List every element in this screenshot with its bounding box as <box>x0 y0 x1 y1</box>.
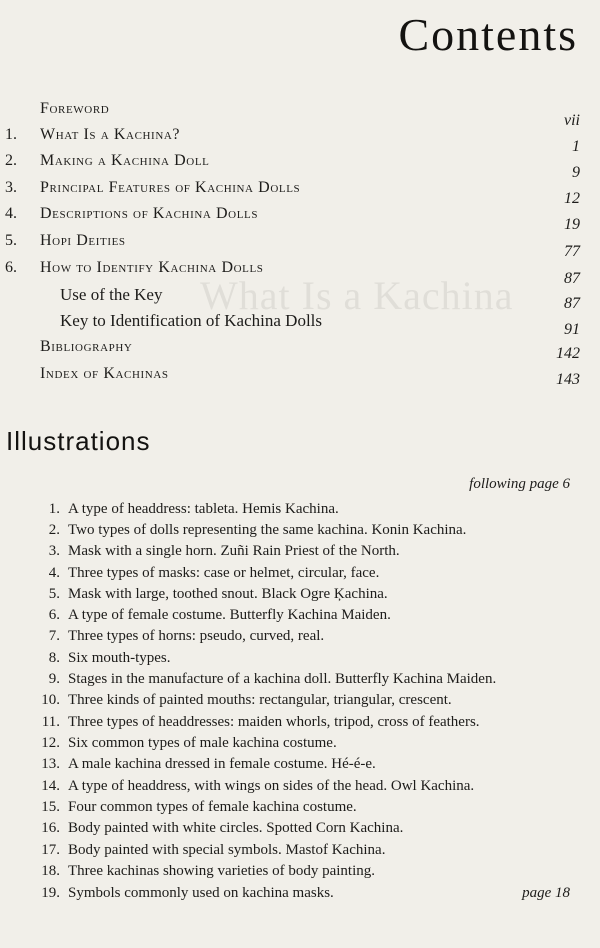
toc-entry-page: vii <box>564 112 580 129</box>
illustration-caption: Three types of horns: pseudo, curved, real. <box>68 628 325 644</box>
illustration-item <box>0 692 600 714</box>
illustration-item <box>0 714 600 736</box>
illustration-number: 2. <box>48 522 60 538</box>
illustration-number: 13. <box>41 756 60 772</box>
illustration-item <box>0 650 600 672</box>
toc-entry-title: Principal Features of Kachina Dolls <box>40 179 301 196</box>
illustration-caption: Body painted with white circles. Spotted Corn Kachina. <box>68 820 404 836</box>
toc-entry-title: Hopi Deities <box>40 232 126 249</box>
illustration-caption: A male kachina dressed in female costume. Hé-é-e. <box>68 756 376 772</box>
illustration-item <box>0 586 600 608</box>
toc-entry-page: 142 <box>556 345 580 362</box>
toc-entry-number: 5. <box>5 232 17 249</box>
toc-entry <box>0 365 600 389</box>
illustration-caption: Symbols commonly used on kachina masks. <box>68 885 334 901</box>
toc-entry-page: 1 <box>572 138 580 155</box>
illustration-caption: Stages in the manufacture of a kachina doll. Butterfly Kachina Maiden. <box>68 671 497 687</box>
toc-entry-title: Descriptions of Kachina Dolls <box>40 205 259 222</box>
toc-entry-title: Foreword <box>40 100 110 117</box>
following-page-note: following page 6 <box>469 476 570 492</box>
toc-entry-page: 143 <box>556 371 580 388</box>
illustration-number: 12. <box>41 735 60 751</box>
illustration-item <box>0 820 600 842</box>
illustration-page-note: page 18 <box>522 885 570 901</box>
illustration-caption: Mask with large, toothed snout. Black Ogre Ķachina. <box>68 586 388 602</box>
toc-subentry <box>0 285 600 309</box>
illustration-number: 4. <box>48 565 60 581</box>
toc-entry-page: 77 <box>564 243 580 260</box>
illustration-number: 17. <box>41 842 60 858</box>
illustration-caption: Six mouth-types. <box>68 650 171 666</box>
illustration-number: 9. <box>48 671 60 687</box>
illustration-caption: Mask with a single horn. Zuñi Rain Priest of the North. <box>68 543 400 559</box>
toc-entry-page: 19 <box>564 216 580 233</box>
illustration-item <box>0 778 600 800</box>
illustration-item <box>0 863 600 885</box>
illustration-item <box>0 799 600 821</box>
toc-entry-title: How to Identify Kachina Dolls <box>40 259 264 276</box>
toc-entry-page: 9 <box>572 164 580 181</box>
toc-entry <box>0 205 600 229</box>
illustration-number: 5. <box>48 586 60 602</box>
illustration-number: 7. <box>48 628 60 644</box>
illustration-item <box>0 543 600 565</box>
toc-entry-title: What Is a Kachina? <box>40 126 181 143</box>
toc-subentry <box>0 311 600 335</box>
toc-entry <box>0 152 600 176</box>
show-through-text: What Is a Kachina <box>200 273 514 318</box>
illustration-number: 8. <box>48 650 60 666</box>
illustration-number: 1. <box>48 501 60 517</box>
illustration-number: 19. <box>41 885 60 901</box>
illustration-caption: Three types of masks: case or helmet, circular, face. <box>68 565 380 581</box>
illustration-number: 10. <box>41 692 60 708</box>
illustration-caption: Six common types of male kachina costume. <box>68 735 337 751</box>
toc-entry-number: 1. <box>5 126 17 143</box>
toc-entry <box>0 179 600 203</box>
toc-entry-number: 6. <box>5 259 17 276</box>
toc-entry-page: 12 <box>564 190 580 207</box>
toc-entry-number: 4. <box>5 205 17 222</box>
illustration-caption: A type of headdress: tableta. Hemis Kachina. <box>68 501 339 517</box>
illustration-caption: Three types of headdresses: maiden whorls, tripod, cross of feathers. <box>68 714 480 730</box>
illustration-number: 18. <box>41 863 60 879</box>
toc-entry-page: 87 <box>564 295 580 312</box>
illustration-number: 6. <box>48 607 60 623</box>
illustration-caption: Three kachinas showing varieties of body painting. <box>68 863 376 879</box>
illustration-number: 11. <box>41 714 60 730</box>
illustration-item <box>0 671 600 693</box>
illustration-item <box>0 628 600 650</box>
illustration-number: 16. <box>41 820 60 836</box>
illustration-item <box>0 565 600 587</box>
toc-entry-page: 91 <box>564 321 580 338</box>
illustration-caption: Three kinds of painted mouths: rectangular, triangular, crescent. <box>68 692 452 708</box>
illustration-item <box>0 522 600 544</box>
illustrations-heading: Illustrations <box>6 426 151 456</box>
illustration-caption: A type of headdress, with wings on sides of the head. Owl Kachina. <box>68 778 475 794</box>
toc-entry <box>0 126 600 150</box>
toc-entry <box>0 232 600 256</box>
illustration-item <box>0 756 600 778</box>
page-title: Contents <box>398 9 578 60</box>
toc-entry <box>0 259 600 283</box>
illustration-item <box>0 842 600 864</box>
toc-entry <box>0 100 600 124</box>
illustration-caption: A type of female costume. Butterfly Kachina Maiden. <box>68 607 391 623</box>
illustration-number: 3. <box>48 543 60 559</box>
toc-entry-page: 87 <box>564 270 580 287</box>
toc-entry <box>0 338 600 362</box>
toc-entry-number: 3. <box>5 179 17 196</box>
illustration-number: 15. <box>41 799 60 815</box>
toc-entry-title: Index of Kachinas <box>40 365 169 382</box>
toc-entry-title: Bibliography <box>40 338 133 355</box>
illustration-caption: Two types of dolls representing the same kachina. Konin Kachina. <box>68 522 467 538</box>
illustration-item <box>0 607 600 629</box>
toc-entry-number: 2. <box>5 152 17 169</box>
illustration-item <box>0 501 600 523</box>
illustration-caption: Body painted with special symbols. Mastof Kachina. <box>68 842 386 858</box>
toc-entry-title: Making a Kachina Doll <box>40 152 210 169</box>
illustration-item <box>0 885 600 907</box>
illustration-number: 14. <box>41 778 60 794</box>
toc-subentry-title: Key to Identification of Kachina Dolls <box>60 311 323 330</box>
toc-subentry-title: Use of the Key <box>60 285 163 304</box>
illustration-caption: Four common types of female kachina costume. <box>68 799 357 815</box>
illustration-item <box>0 735 600 757</box>
